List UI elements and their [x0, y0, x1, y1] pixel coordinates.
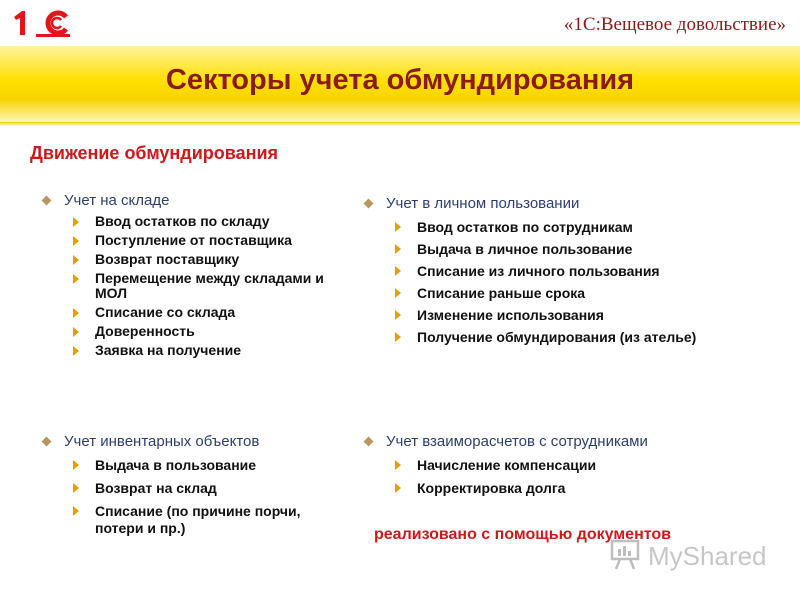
- list-item: Возврат на склад: [73, 480, 370, 497]
- list-item: Списание из личного пользования: [395, 263, 782, 279]
- list-item: Изменение использования: [395, 307, 782, 323]
- group-personal-use: [362, 195, 782, 351]
- diamond-bullet-icon: [364, 437, 374, 447]
- list-item: Доверенность: [73, 324, 370, 339]
- arrow-bullet-icon: [395, 483, 401, 493]
- logo-text: 1С: [10, 8, 12, 9]
- list-item: Корректировка долга: [395, 480, 782, 497]
- list-item: Ввод остатков по сотрудникам: [395, 219, 782, 235]
- arrow-bullet-icon: [73, 483, 79, 493]
- item-list: [40, 214, 370, 358]
- group-heading-text: Учет инвентарных объектов: [64, 433, 260, 450]
- arrow-bullet-icon: [73, 506, 79, 516]
- diamond-bullet-icon: [42, 437, 52, 447]
- arrow-bullet-icon: [73, 274, 79, 284]
- arrow-bullet-icon: [395, 222, 401, 232]
- list-item: Выдача в личное пользование: [395, 241, 782, 257]
- list-item: Перемещение между складами и МОЛ: [73, 271, 335, 301]
- group-warehouse: [40, 192, 370, 362]
- watermark-text: MyShared: [648, 541, 767, 571]
- arrow-bullet-icon: [395, 460, 401, 470]
- 1c-logo: [10, 8, 72, 38]
- item-list: [362, 219, 782, 345]
- arrow-bullet-icon: [395, 288, 401, 298]
- watermark: [610, 537, 770, 575]
- group-heading: [362, 433, 782, 450]
- list-item: Ввод остатков по складу: [73, 214, 370, 229]
- list-item: Заявка на получение: [73, 343, 370, 358]
- list-item: Списание раньше срока: [395, 285, 782, 301]
- group-settlements: [362, 433, 782, 503]
- group-heading: [40, 433, 370, 450]
- group-heading: [40, 192, 370, 209]
- arrow-bullet-icon: [73, 217, 79, 227]
- slide-title: Секторы учета обмундирования: [165, 64, 635, 96]
- group-heading-text: Учет в личном пользовании: [386, 195, 580, 212]
- presentation-board-icon: [610, 539, 640, 571]
- list-item: Поступление от поставщика: [73, 233, 370, 248]
- group-heading-text: Учет взаиморасчетов с сотрудниками: [386, 433, 648, 450]
- title-band-underline: [0, 122, 800, 126]
- group-heading: [362, 195, 782, 212]
- list-item: Списание (по причине порчи, потери и пр.): [73, 503, 335, 537]
- item-list: [362, 457, 782, 497]
- arrow-bullet-icon: [73, 460, 79, 470]
- product-name: «1С:Вещевое довольствие»: [563, 14, 786, 35]
- list-item: Выдача в пользование: [73, 457, 370, 474]
- arrow-bullet-icon: [73, 236, 79, 246]
- arrow-bullet-icon: [395, 266, 401, 276]
- arrow-bullet-icon: [395, 332, 401, 342]
- list-item: Списание со склада: [73, 305, 370, 320]
- arrow-bullet-icon: [395, 310, 401, 320]
- footnote: реализовано с помощью документов: [374, 526, 671, 543]
- item-list: [40, 457, 370, 537]
- group-inventory-objects: [40, 433, 370, 543]
- section-title: Движение обмундирования: [30, 143, 279, 163]
- list-item: Возврат поставщику: [73, 252, 370, 267]
- list-item: Получение обмундирования (из ателье): [395, 329, 782, 345]
- arrow-bullet-icon: [395, 244, 401, 254]
- arrow-bullet-icon: [73, 255, 79, 265]
- arrow-bullet-icon: [73, 308, 79, 318]
- diamond-bullet-icon: [42, 196, 52, 206]
- arrow-bullet-icon: [73, 346, 79, 356]
- diamond-bullet-icon: [364, 199, 374, 209]
- arrow-bullet-icon: [73, 327, 79, 337]
- list-item: Начисление компенсации: [395, 457, 782, 474]
- group-heading-text: Учет на складе: [64, 192, 170, 209]
